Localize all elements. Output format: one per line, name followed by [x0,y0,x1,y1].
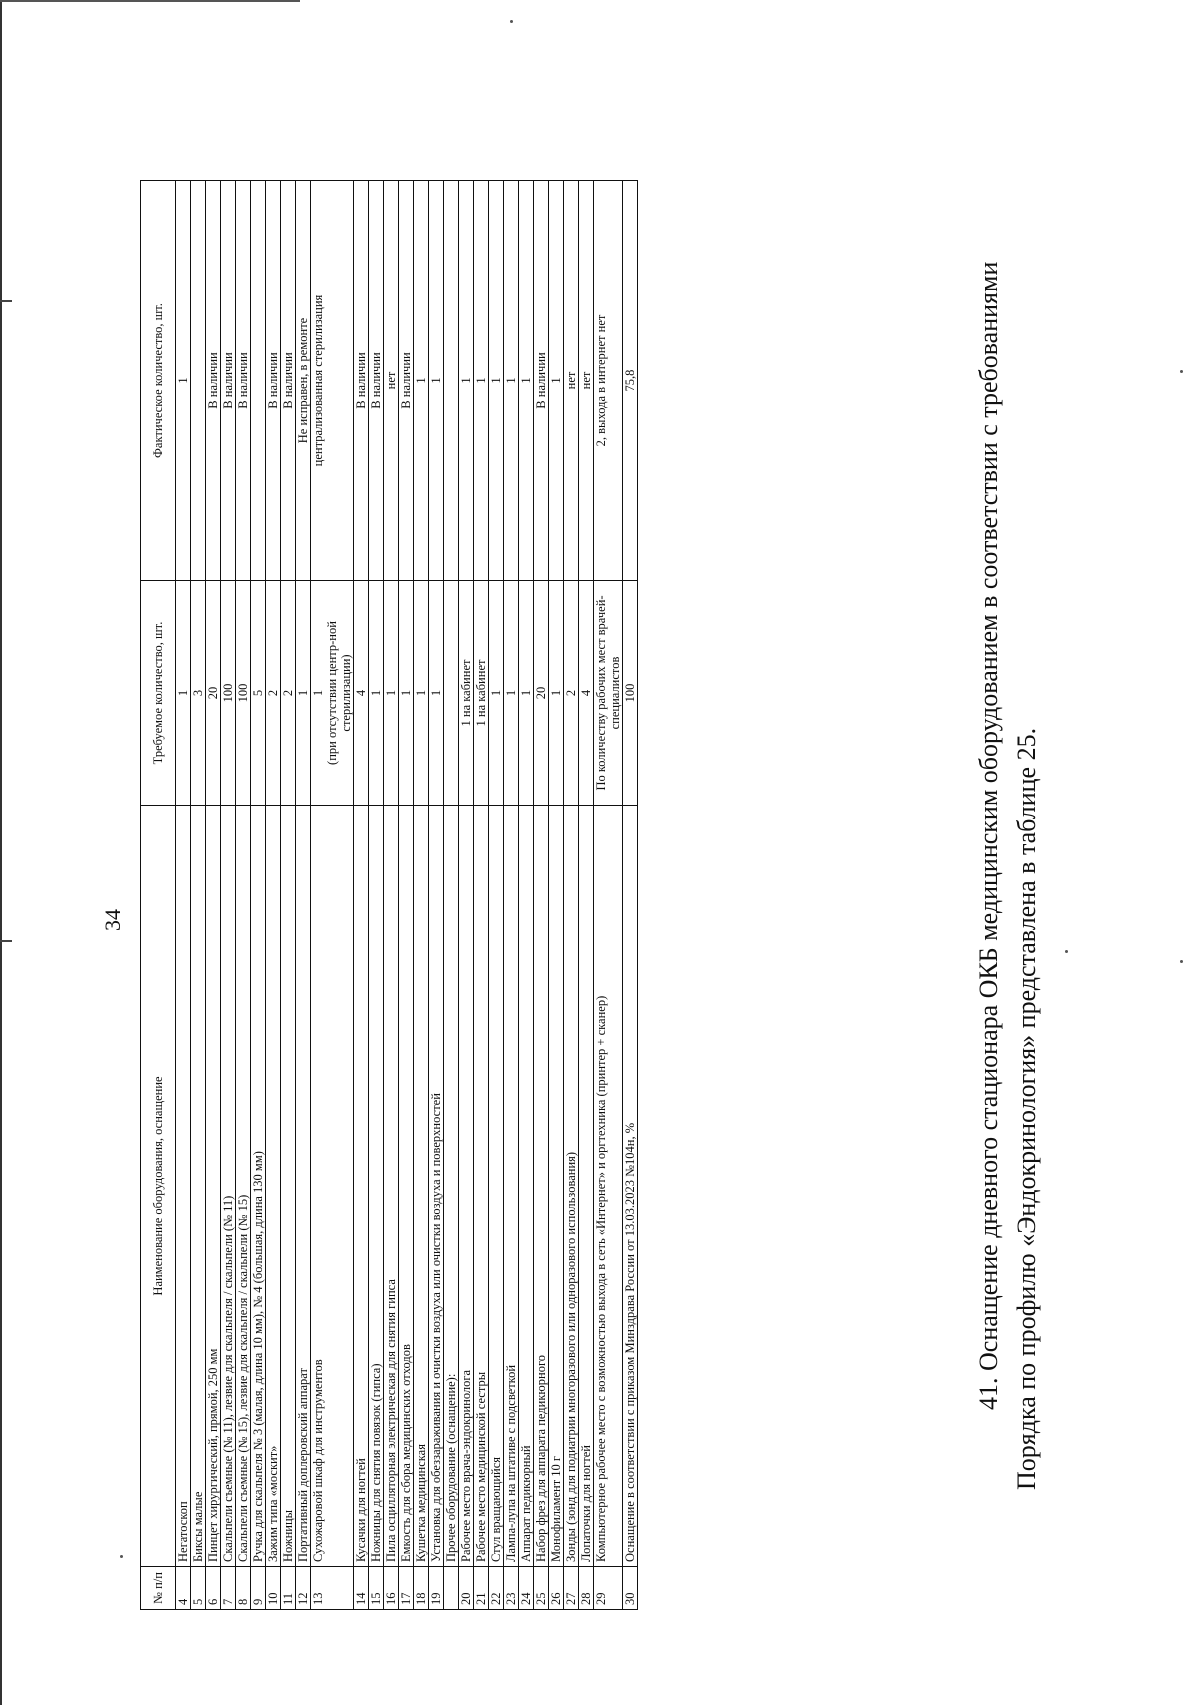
cell-name: Ножницы [281,806,296,1567]
cell-name: Прочее оборудование (оснащение): [444,806,459,1567]
cell-actual: 1 [549,181,564,581]
cell-required: 1 [414,581,429,806]
cell-name: Аппарат педикюрный [519,806,534,1567]
cell-number: 21 [474,1567,489,1610]
cell-number: 22 [489,1567,504,1610]
cell-name: Зонды (зонд для подиатрии многоразового или одноразового использования) [564,806,579,1567]
cell-number: 17 [399,1567,414,1610]
cell-required [444,581,459,806]
table-row [311,181,354,1610]
cell-name: Биксы малые [191,806,206,1567]
cell-required: 1 [296,581,311,806]
cell-required: 20 [534,581,549,806]
cell-number: 6 [206,1567,221,1610]
cell-actual: 1 [489,181,504,581]
scan-top-line [0,0,300,2]
cell-actual: 75,8 [623,181,638,581]
cell-number: 9 [251,1567,266,1610]
cell-name: Кушетка медицинская [414,806,429,1567]
equipment-table [140,180,638,1610]
cell-required: 1 [384,581,399,806]
table-body [176,181,638,1610]
cell-actual: 2, выхода в интернет нет [594,181,623,581]
table-row [623,181,638,1610]
cell-actual: В наличии [206,181,221,581]
cell-number: 5 [191,1567,206,1610]
cell-number: 24 [519,1567,534,1610]
cell-required: 1 [429,581,444,806]
cell-actual: В наличии [221,181,236,581]
cell-actual: 1 [504,181,519,581]
cell-required: 5 [251,581,266,806]
cell-name: Портативный доплеровский аппарат [296,806,311,1567]
cell-actual: В наличии [534,181,549,581]
cell-number: 12 [296,1567,311,1610]
cell-actual: В наличии [266,181,281,581]
cell-name: Установка для обеззараживания и очистки воздуха или очистки воздуха и поверхностей [429,806,444,1567]
cell-name: Компьютерное рабочее место с возможностью выхода в сеть «Интернет» и оргтехника (принтер + сканер) [594,806,623,1567]
cell-required: 100 [236,581,251,806]
table-row [384,181,399,1610]
table-row [564,181,579,1610]
scan-mark [0,300,12,302]
cell-required: 1 [176,581,191,806]
table-caption: 41. Оснащение дневного стационара ОКБ медицинским оборудованием в соответствии с требованиями Порядка по профилю «Эндокринология» представлена в таблице 25. [974,261,1041,1490]
table-row [176,181,191,1610]
cell-name: Рабочее место медицинской сестры [474,806,489,1567]
table-row [504,181,519,1610]
cell-name: Ножницы для снятия повязок (гипса) [369,806,384,1567]
cell-number: 15 [369,1567,384,1610]
table-row [534,181,549,1610]
cell-required: 1 (при отсутствии центр-ной стерилизации) [311,581,354,806]
cell-number: 10 [266,1567,281,1610]
cell-actual: 1 [459,181,474,581]
cell-name: Лампа-лупа на штативе с подсветкой [504,806,519,1567]
cell-number: 20 [459,1567,474,1610]
cell-name: Емкость для сбора медицинских отходов [399,806,414,1567]
cell-name: Пила осцилляторная электрическая для снятия гипса [384,806,399,1567]
cell-number: 11 [281,1567,296,1610]
cell-number: 18 [414,1567,429,1610]
cell-actual: В наличии [369,181,384,581]
table-row [519,181,534,1610]
scan-speck [510,20,513,23]
cell-name: Сухожаровой шкаф для инструментов [311,806,354,1567]
cell-actual: В наличии [354,181,369,581]
cell-number: 29 [594,1567,623,1610]
cell-number: 14 [354,1567,369,1610]
cell-name: Скальпели съемные (№ 15), лезвие для скальпеля / скальпели (№ 15) [236,806,251,1567]
cell-actual: нет [384,181,399,581]
table-row [474,181,489,1610]
cell-number: 7 [221,1567,236,1610]
table-row [369,181,384,1610]
cell-required: По количеству рабочих мест врачей-специалистов [594,581,623,806]
cell-required: 20 [206,581,221,806]
cell-required: 1 [504,581,519,806]
cell-required: 1 [519,581,534,806]
table-row [236,181,251,1610]
cell-required: 2 [266,581,281,806]
table-section-row [444,181,459,1610]
cell-name: Скальпели съемные (№ 11), лезвие для скальпеля / скальпели (№ 11) [221,806,236,1567]
table-row [489,181,504,1610]
cell-required: 4 [579,581,594,806]
cell-name: Пинцет хирургический, прямой, 250 мм [206,806,221,1567]
page-edge [0,0,2,1705]
cell-required: 2 [564,581,579,806]
table-row [191,181,206,1610]
cell-number: 16 [384,1567,399,1610]
cell-actual: 1 [414,181,429,581]
cell-number: 28 [579,1567,594,1610]
cell-name: Лопаточки для ногтей [579,806,594,1567]
cell-actual: нет [579,181,594,581]
cell-number: 27 [564,1567,579,1610]
header-required: Требуемое количество, шт. [141,581,176,806]
cell-number: 26 [549,1567,564,1610]
cell-actual: 1 [176,181,191,581]
cell-actual [444,181,459,581]
table-header-row [141,181,176,1610]
table-row [594,181,623,1610]
cell-required: 1 [399,581,414,806]
cell-required: 100 [623,581,638,806]
cell-number: 8 [236,1567,251,1610]
cell-actual: В наличии [399,181,414,581]
table-row [221,181,236,1610]
cell-actual: централизованная стерилизация [311,181,354,581]
table-row [414,181,429,1610]
cell-number: 13 [311,1567,354,1610]
cell-actual: В наличии [281,181,296,581]
cell-name: Негатоскоп [176,806,191,1567]
cell-required: 1 [489,581,504,806]
cell-number: 4 [176,1567,191,1610]
table-row [579,181,594,1610]
cell-number: 23 [504,1567,519,1610]
scan-speck [1180,370,1183,373]
cell-required: 2 [281,581,296,806]
cell-actual: 1 [519,181,534,581]
cell-actual: 1 [429,181,444,581]
cell-name: Рабочее место врача-эндокринолога [459,806,474,1567]
table-row [399,181,414,1610]
table-row [206,181,221,1610]
scan-speck [1180,960,1183,963]
table-row [266,181,281,1610]
cell-actual: Не исправен, в ремонте [296,181,311,581]
table-row [429,181,444,1610]
cell-name: Ручка для скальпеля № 3 (малая, длина 10 мм), № 4 (большая, длина 130 мм) [251,806,266,1567]
table-row [281,181,296,1610]
cell-name: Монофиламент 10 г [549,806,564,1567]
table-row [251,181,266,1610]
cell-required: 100 [221,581,236,806]
cell-required: 3 [191,581,206,806]
cell-number [444,1567,459,1610]
table-row [354,181,369,1610]
cell-name: Зажим типа «москит» [266,806,281,1567]
cell-actual [191,181,206,581]
cell-actual [251,181,266,581]
table-row [459,181,474,1610]
cell-actual: В наличии [236,181,251,581]
table-row [549,181,564,1610]
cell-required: 1 на кабинет [459,581,474,806]
cell-number: 30 [623,1567,638,1610]
cell-name: Набор фрез для аппарата педикюрного [534,806,549,1567]
cell-number: 19 [429,1567,444,1610]
cell-required: 1 [549,581,564,806]
cell-actual: нет [564,181,579,581]
cell-required: 1 на кабинет [474,581,489,806]
header-name: Наименование оборудования, оснащение [141,806,176,1567]
table-row [296,181,311,1610]
cell-name: Кусачки для ногтей [354,806,369,1567]
cell-name: Стул вращающийся [489,806,504,1567]
scan-mark [0,940,12,942]
cell-required: 1 [369,581,384,806]
cell-required: 4 [354,581,369,806]
cell-number: 25 [534,1567,549,1610]
cell-actual: 1 [474,181,489,581]
header-actual: Фактическое количество, шт. [141,181,176,581]
rotated-page-content [100,140,1120,1640]
cell-name: Оснащение в соответствии с приказом Минздрава России от 13.03.2023 №104н, % [623,806,638,1567]
header-number: № п/п [141,1567,176,1610]
page-number: 34 [100,909,125,931]
